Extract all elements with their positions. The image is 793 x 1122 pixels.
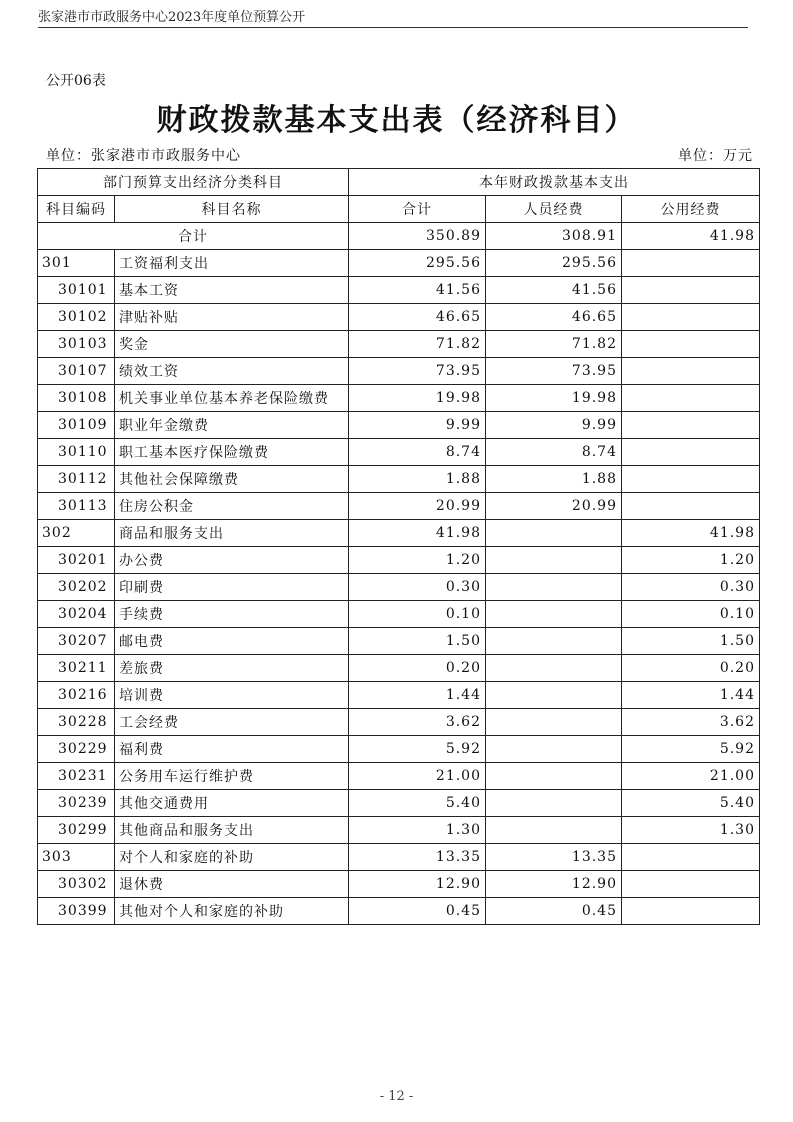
row-public — [622, 250, 760, 277]
table-total-row — [38, 223, 760, 250]
group-header-classification: 部门预算支出经济分类科目 — [38, 169, 349, 196]
row-code: 30201 — [38, 547, 115, 574]
row-public: 5.92 — [622, 736, 760, 763]
row-public — [622, 871, 760, 898]
row-total: 9.99 — [349, 412, 486, 439]
row-public: 0.30 — [622, 574, 760, 601]
row-personnel — [486, 628, 622, 655]
row-public: 1.30 — [622, 817, 760, 844]
row-total: 295.56 — [349, 250, 486, 277]
row-total: 1.50 — [349, 628, 486, 655]
row-name: 退休费 — [115, 871, 349, 898]
row-code: 30107 — [38, 358, 115, 385]
table-row — [38, 898, 760, 925]
page-number: - 12 - — [379, 1089, 414, 1104]
row-code: 30109 — [38, 412, 115, 439]
row-code: 30216 — [38, 682, 115, 709]
row-name: 职工基本医疗保险缴费 — [115, 439, 349, 466]
row-name: 住房公积金 — [115, 493, 349, 520]
row-public — [622, 412, 760, 439]
row-total: 3.62 — [349, 709, 486, 736]
row-total: 46.65 — [349, 304, 486, 331]
table-column-header-row — [38, 196, 760, 223]
row-personnel: 73.95 — [486, 358, 622, 385]
unit-organization: 单位：张家港市市政服务中心 — [46, 148, 241, 164]
table-row — [38, 493, 760, 520]
row-code: 30229 — [38, 736, 115, 763]
row-total: 41.98 — [349, 520, 486, 547]
row-name: 印刷费 — [115, 574, 349, 601]
table-row — [38, 709, 760, 736]
row-public: 1.44 — [622, 682, 760, 709]
row-name: 其他交通费用 — [115, 790, 349, 817]
table-row — [38, 385, 760, 412]
row-personnel — [486, 574, 622, 601]
row-total: 0.10 — [349, 601, 486, 628]
row-public: 0.10 — [622, 601, 760, 628]
table-row — [38, 439, 760, 466]
row-code: 30399 — [38, 898, 115, 925]
row-personnel: 13.35 — [486, 844, 622, 871]
row-public: 41.98 — [622, 520, 760, 547]
row-public — [622, 277, 760, 304]
row-code: 30102 — [38, 304, 115, 331]
row-total: 21.00 — [349, 763, 486, 790]
row-personnel — [486, 682, 622, 709]
row-name: 绩效工资 — [115, 358, 349, 385]
row-total: 41.56 — [349, 277, 486, 304]
table-row — [38, 412, 760, 439]
budget-table — [37, 168, 760, 925]
row-name: 机关事业单位基本养老保险缴费 — [115, 385, 349, 412]
row-total: 1.88 — [349, 466, 486, 493]
row-public: 3.62 — [622, 709, 760, 736]
row-name: 奖金 — [115, 331, 349, 358]
running-header: 张家港市市政服务中心2023年度单位预算公开 — [38, 8, 748, 28]
row-personnel: 0.45 — [486, 898, 622, 925]
table-row — [38, 871, 760, 898]
row-personnel — [486, 736, 622, 763]
row-total: 1.44 — [349, 682, 486, 709]
row-personnel — [486, 547, 622, 574]
row-personnel: 19.98 — [486, 385, 622, 412]
row-public — [622, 466, 760, 493]
table-row — [38, 466, 760, 493]
row-total: 0.20 — [349, 655, 486, 682]
row-personnel — [486, 763, 622, 790]
row-public — [622, 844, 760, 871]
row-name: 津贴补贴 — [115, 304, 349, 331]
row-code: 30110 — [38, 439, 115, 466]
table-row — [38, 736, 760, 763]
row-personnel — [486, 655, 622, 682]
row-name: 培训费 — [115, 682, 349, 709]
column-header-public: 公用经费 — [622, 196, 760, 223]
total-personnel: 308.91 — [486, 223, 622, 250]
table-row — [38, 844, 760, 871]
table-row — [38, 358, 760, 385]
total-amount: 350.89 — [349, 223, 486, 250]
row-name: 工会经费 — [115, 709, 349, 736]
column-header-code: 科目编码 — [38, 196, 115, 223]
row-personnel — [486, 790, 622, 817]
table-row — [38, 790, 760, 817]
row-code: 301 — [38, 250, 115, 277]
table-row — [38, 574, 760, 601]
row-public — [622, 385, 760, 412]
row-total: 71.82 — [349, 331, 486, 358]
row-code: 30239 — [38, 790, 115, 817]
row-personnel — [486, 817, 622, 844]
table-row — [38, 331, 760, 358]
row-code: 30112 — [38, 466, 115, 493]
column-header-name: 科目名称 — [115, 196, 349, 223]
row-total: 19.98 — [349, 385, 486, 412]
row-name: 职业年金缴费 — [115, 412, 349, 439]
row-code: 30204 — [38, 601, 115, 628]
row-public: 21.00 — [622, 763, 760, 790]
table-row — [38, 682, 760, 709]
row-personnel: 8.74 — [486, 439, 622, 466]
column-header-total: 合计 — [349, 196, 486, 223]
table-group-header-row — [38, 169, 760, 196]
row-name: 手续费 — [115, 601, 349, 628]
table-row — [38, 547, 760, 574]
row-total: 0.45 — [349, 898, 486, 925]
row-total: 13.35 — [349, 844, 486, 871]
row-public: 1.20 — [622, 547, 760, 574]
row-personnel: 20.99 — [486, 493, 622, 520]
row-public — [622, 304, 760, 331]
row-public — [622, 331, 760, 358]
table-row — [38, 601, 760, 628]
row-name: 邮电费 — [115, 628, 349, 655]
row-code: 30211 — [38, 655, 115, 682]
row-code: 30231 — [38, 763, 115, 790]
row-name: 其他社会保障缴费 — [115, 466, 349, 493]
row-total: 1.20 — [349, 547, 486, 574]
row-public: 0.20 — [622, 655, 760, 682]
row-personnel: 46.65 — [486, 304, 622, 331]
row-name: 其他对个人和家庭的补助 — [115, 898, 349, 925]
row-code: 30108 — [38, 385, 115, 412]
row-code: 30113 — [38, 493, 115, 520]
form-number: 公开06表 — [46, 73, 106, 89]
row-name: 对个人和家庭的补助 — [115, 844, 349, 871]
row-name: 差旅费 — [115, 655, 349, 682]
row-total: 5.40 — [349, 790, 486, 817]
row-name: 工资福利支出 — [115, 250, 349, 277]
row-name: 办公费 — [115, 547, 349, 574]
row-name: 基本工资 — [115, 277, 349, 304]
row-personnel — [486, 601, 622, 628]
row-personnel: 295.56 — [486, 250, 622, 277]
row-name: 商品和服务支出 — [115, 520, 349, 547]
row-name: 公务用车运行维护费 — [115, 763, 349, 790]
row-code: 30302 — [38, 871, 115, 898]
row-total: 8.74 — [349, 439, 486, 466]
page-title: 财政拨款基本支出表（经济科目） — [156, 103, 637, 138]
row-public: 1.50 — [622, 628, 760, 655]
row-code: 30207 — [38, 628, 115, 655]
total-public: 41.98 — [622, 223, 760, 250]
row-total: 1.30 — [349, 817, 486, 844]
column-header-personnel: 人员经费 — [486, 196, 622, 223]
row-personnel: 12.90 — [486, 871, 622, 898]
row-personnel — [486, 520, 622, 547]
unit-currency: 单位：万元 — [678, 148, 753, 164]
row-total: 12.90 — [349, 871, 486, 898]
group-header-basic-expenditure: 本年财政拨款基本支出 — [349, 169, 760, 196]
row-code: 30103 — [38, 331, 115, 358]
row-public — [622, 439, 760, 466]
row-personnel: 9.99 — [486, 412, 622, 439]
row-code: 303 — [38, 844, 115, 871]
table-row — [38, 304, 760, 331]
table-row — [38, 763, 760, 790]
row-total: 20.99 — [349, 493, 486, 520]
table-row — [38, 817, 760, 844]
row-code: 302 — [38, 520, 115, 547]
row-total: 5.92 — [349, 736, 486, 763]
row-name: 福利费 — [115, 736, 349, 763]
row-personnel — [486, 709, 622, 736]
row-public — [622, 898, 760, 925]
table-row — [38, 250, 760, 277]
table-row — [38, 628, 760, 655]
row-code: 30299 — [38, 817, 115, 844]
table-row — [38, 520, 760, 547]
row-code: 30228 — [38, 709, 115, 736]
row-code: 30101 — [38, 277, 115, 304]
row-personnel: 41.56 — [486, 277, 622, 304]
row-code: 30202 — [38, 574, 115, 601]
total-label: 合计 — [38, 223, 349, 250]
row-public — [622, 493, 760, 520]
row-name: 其他商品和服务支出 — [115, 817, 349, 844]
row-public — [622, 358, 760, 385]
row-public: 5.40 — [622, 790, 760, 817]
row-personnel: 1.88 — [486, 466, 622, 493]
table-row — [38, 277, 760, 304]
row-total: 73.95 — [349, 358, 486, 385]
row-personnel: 71.82 — [486, 331, 622, 358]
row-total: 0.30 — [349, 574, 486, 601]
table-row — [38, 655, 760, 682]
